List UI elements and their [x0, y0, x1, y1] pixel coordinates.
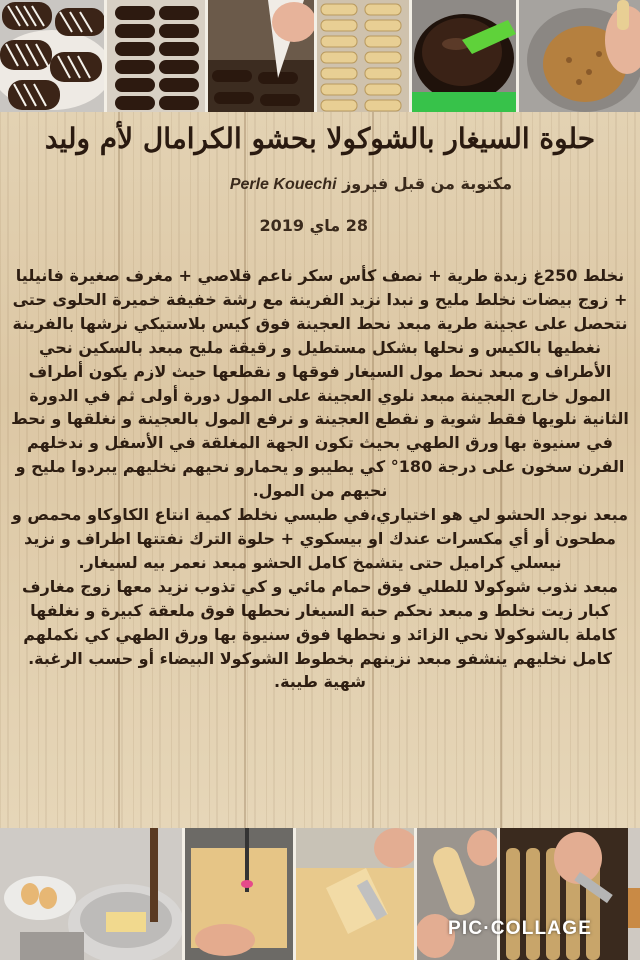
photo-dough-on-mold: [296, 828, 414, 960]
recipe-paragraph-coating: مبعد نذوب شوكولا للطلي فوق حمام مائي و كي تذوب نزيد معها زوج مغارف كبار زيت نخلط و مبعد نحكم حبة السيغار نحطها فوق ملعقة كبيرة و نغلفها كاملة بالشوكولا نحي الزائد و نحطها فوق سنيوة بها ورق الطهي كي نكملهم كامل نخليهم ينشفو مبعد نزينهم بخطوط الشوكولا البيضاء أو حسب الرغبة.: [21, 576, 619, 668]
recipe-date: 28 ماي 2019: [259, 216, 368, 235]
photo-chocolate-cigars-plate: [0, 0, 104, 112]
recipe-panel: [0, 112, 640, 828]
author-name: Perle Kouechi: [229, 176, 337, 193]
recipe-paragraph-dough: نخلط 250غ زبدة طرية + نصف كأس سكر ناعم قلاصي + مغرف صغيرة فانيليا + زوج بيضات نخلط مليح و نبدا نزيد الفرينة مع رشة خفيفة خميرة الحلوى حتى نتحصل على عجينة طرية مبعد نحط العجينة فوق كيس بلاستيكي نرشها بالفرينة نغطيها بالكيس و نحلها بشكل مستطيل و رقيقة مليح مبعد بالسكين نحي الأطراف و مبعد نحط مول السيغار فوقها و نقطعها حيث لازم يكون أطراف المول خارج العجينة مبعد نلوي العجينة على المول دورة أولى ثم في الدورة الثانية نلويها فقط شوية و نقطع العجينة و نرفع المول بالعجينة و نغلقها و نحط في سنيوة بها ورق الطهي بحيث تكون الجهة المغلقة في الأسفل و ندخلهم الفرن سخون على درجة 180° كي يطيبو و يحمارو نحيهم نخليهم يبردوا مليح و نحيهم من المول.: [11, 266, 629, 501]
pic-collage-watermark: PIC·COLLAGE: [448, 918, 593, 939]
recipe-paragraph-closing: شهية طيبة.: [273, 672, 366, 692]
author-prefix: مكتوبة من قبل فيروز: [342, 174, 512, 193]
recipe-title: حلوة السيغار بالشوكولا بحشو الكرامال لأم وليد: [44, 122, 596, 155]
photo-mold-with-dough: [417, 828, 497, 960]
author-line: [230, 174, 512, 194]
photo-molds-on-tray: [500, 828, 628, 960]
photo-ingredients-mixing-bowl: [0, 828, 182, 960]
photo-filled-cigar-bowl: [628, 828, 640, 960]
photo-piping-bag: [208, 0, 314, 112]
photo-chocolate-cigars-tray: [107, 0, 205, 112]
photo-melted-chocolate-bowl: [412, 0, 516, 112]
recipe-body: [8, 264, 632, 694]
top-photo-strip: [0, 0, 640, 112]
photo-baked-cigars-rows: [317, 0, 409, 112]
photo-filling-bowl: [519, 0, 640, 112]
photo-rolled-dough: [185, 828, 293, 960]
bottom-photo-strip: [0, 828, 640, 960]
recipe-paragraph-filling: مبعد نوجد الحشو لي هو اختياري،في طبسي نخلط كمية انتاع الكاوكاو محمص و مطحون أو أي مكسرات عندك او بيسكوي + حلوة الترك نفتتها اطراف و نزيد نيسلي كراميل حتى يتشمخ كامل الحشو مبعد نعمر بيه لسيغار.: [11, 505, 629, 572]
